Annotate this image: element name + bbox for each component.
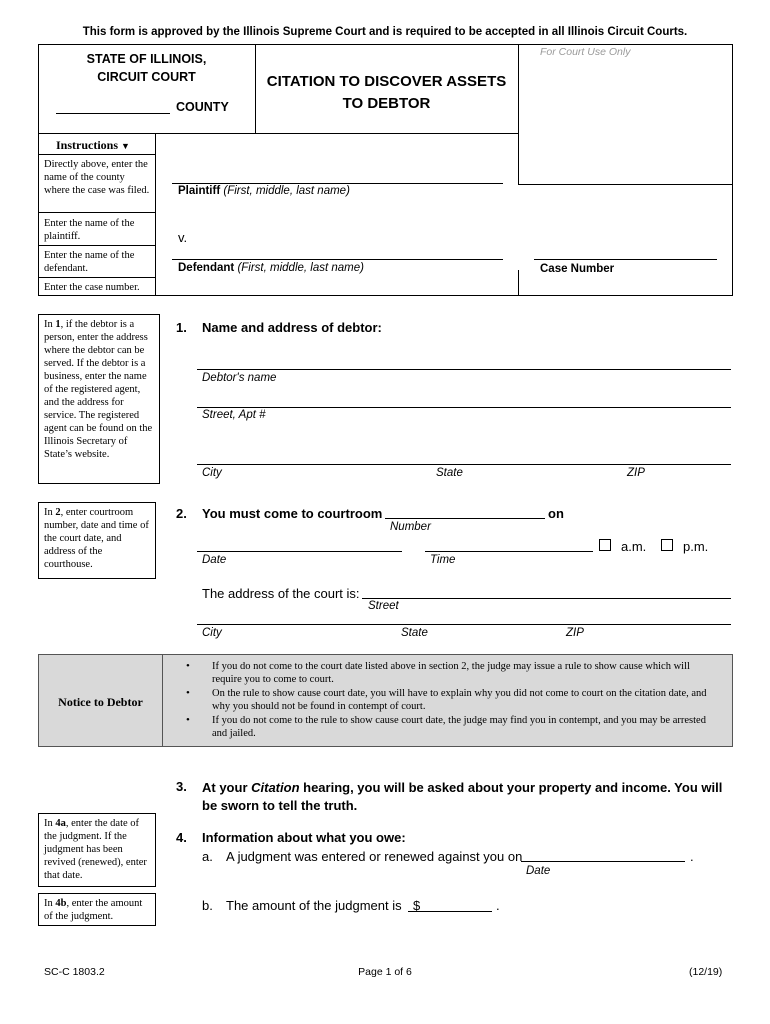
judgment-amount-field[interactable] xyxy=(408,911,492,912)
on-word: on xyxy=(548,506,564,521)
form-version: (12/19) xyxy=(689,966,723,978)
plaintiff-field[interactable] xyxy=(172,183,503,184)
note-section-1-text: In 1, if the debtor is a person, enter the address where the debtor can be served. If the debtor is a business, enter the name of the registered agent, and the address for service. The registered agent can be found on the Illinois Secretary of State’s website. xyxy=(44,319,153,460)
section-4b-text: The amount of the judgment is xyxy=(226,898,402,913)
debtor-city-state-zip-field[interactable] xyxy=(197,464,731,465)
instruction-case-number: Enter the case number. xyxy=(44,282,140,293)
defendant-field[interactable] xyxy=(172,259,503,260)
debtor-street-field[interactable] xyxy=(197,407,731,408)
court-time-label: Time xyxy=(430,554,456,566)
court-date-field[interactable] xyxy=(197,551,402,552)
judgment-date-field[interactable] xyxy=(521,861,685,862)
case-number-label: Case Number xyxy=(540,263,615,275)
pm-label: p.m. xyxy=(683,539,709,554)
section-2-number: 2. xyxy=(176,506,187,521)
court-street-field[interactable] xyxy=(362,598,731,599)
section-4a-letter: a. xyxy=(202,849,213,864)
debtor-name-label: Debtor's name xyxy=(202,372,277,384)
versus: v. xyxy=(178,230,188,245)
pm-checkbox[interactable] xyxy=(661,539,673,551)
instruction-plaintiff: Enter the name of the plaintiff. xyxy=(44,218,135,242)
debtor-city-label: City xyxy=(202,467,222,479)
notice-list xyxy=(180,660,720,741)
section-3-number: 3. xyxy=(176,779,187,794)
instructions-heading: Instructions ▼ xyxy=(56,138,130,152)
approval-notice: This form is approved by the Illinois Supreme Court and is required to be accepted in all Illinois Circuit Courts. xyxy=(82,26,688,38)
section-4b-letter: b. xyxy=(202,898,213,913)
triangle-down-icon: ▼ xyxy=(121,141,130,151)
case-number-field[interactable] xyxy=(534,259,717,260)
debtor-zip-label: ZIP xyxy=(627,467,645,479)
am-label: a.m. xyxy=(621,539,647,554)
notice-item: • On the rule to show cause court date, you will have to explain why you did not come to court on the citation date, and why you should not be found in contempt of court. xyxy=(180,687,720,713)
county-field[interactable] xyxy=(56,113,170,114)
debtor-name-field[interactable] xyxy=(197,369,731,370)
court-time-field[interactable] xyxy=(425,551,593,552)
debtor-state-label: State xyxy=(436,467,463,479)
court-city-state-zip-field[interactable] xyxy=(197,624,731,625)
courtroom-number-label: Number xyxy=(390,521,431,533)
section-1-title: Name and address of debtor: xyxy=(202,320,382,335)
section-4a-text: A judgment was entered or renewed against you on xyxy=(226,849,523,864)
notice-to-debtor-label: Notice to Debtor xyxy=(58,695,143,709)
county-label: COUNTY xyxy=(176,100,229,114)
am-checkbox[interactable] xyxy=(599,539,611,551)
section-1-number: 1. xyxy=(176,320,187,335)
section-4a-period: . xyxy=(690,849,694,864)
notice-item: • If you do not come to the court date listed above in section 2, the judge may issue a rule to show cause which will require you to come to court. xyxy=(180,660,720,686)
section-2-title: You must come to courtroom xyxy=(202,506,383,521)
court-date-label: Date xyxy=(202,554,227,566)
judgment-date-label: Date xyxy=(526,865,551,877)
note-section-2-text: In 2, enter courtroom number, date and time of the court date, and address of the courthouse. xyxy=(44,507,149,570)
court-city-label: City xyxy=(202,627,222,639)
form-code: SC-C 1803.2 xyxy=(44,966,105,978)
court-use-label: For Court Use Only xyxy=(540,46,631,58)
note-section-4a-text: In 4a, enter the date of the judgment. If the judgment has been revived (renewed), enter that date. xyxy=(44,818,147,881)
court-street-label: Street xyxy=(368,600,399,612)
note-section-4b-text: In 4b, enter the amount of the judgment. xyxy=(44,898,143,922)
court-state-label: State xyxy=(401,627,428,639)
courtroom-number-field[interactable] xyxy=(385,518,545,519)
form-title: CITATION TO DISCOVER ASSETS xyxy=(266,73,507,90)
section-3-text: At your Citation hearing, you will be asked about your property and income. You will be sworn to tell the truth. xyxy=(202,780,723,813)
form-title-line2: TO DEBTOR xyxy=(342,95,431,112)
instruction-defendant: Enter the name of the defendant. xyxy=(44,250,135,274)
dollar-sign: $ xyxy=(413,898,421,913)
section-4-title: Information about what you owe: xyxy=(202,830,406,845)
page-number: Page 1 of 6 xyxy=(358,966,412,978)
section-4-number: 4. xyxy=(176,830,187,845)
plaintiff-label: Plaintiff (First, middle, last name) xyxy=(178,185,350,197)
state-line: STATE OF ILLINOIS, xyxy=(86,52,207,66)
court-address-prompt: The address of the court is: xyxy=(202,586,360,601)
notice-item: • If you do not come to the rule to show cause court date, the judge may find you in contempt, and you may be arrested and jailed. xyxy=(180,714,720,740)
defendant-label: Defendant (First, middle, last name) xyxy=(178,262,364,274)
section-4b-period: . xyxy=(496,898,500,913)
debtor-street-label: Street, Apt # xyxy=(202,409,266,421)
circuit-court-line: CIRCUIT COURT xyxy=(97,70,196,84)
instruction-county: Directly above, enter the name of the county where the case was filed. xyxy=(44,159,150,196)
court-zip-label: ZIP xyxy=(566,627,584,639)
